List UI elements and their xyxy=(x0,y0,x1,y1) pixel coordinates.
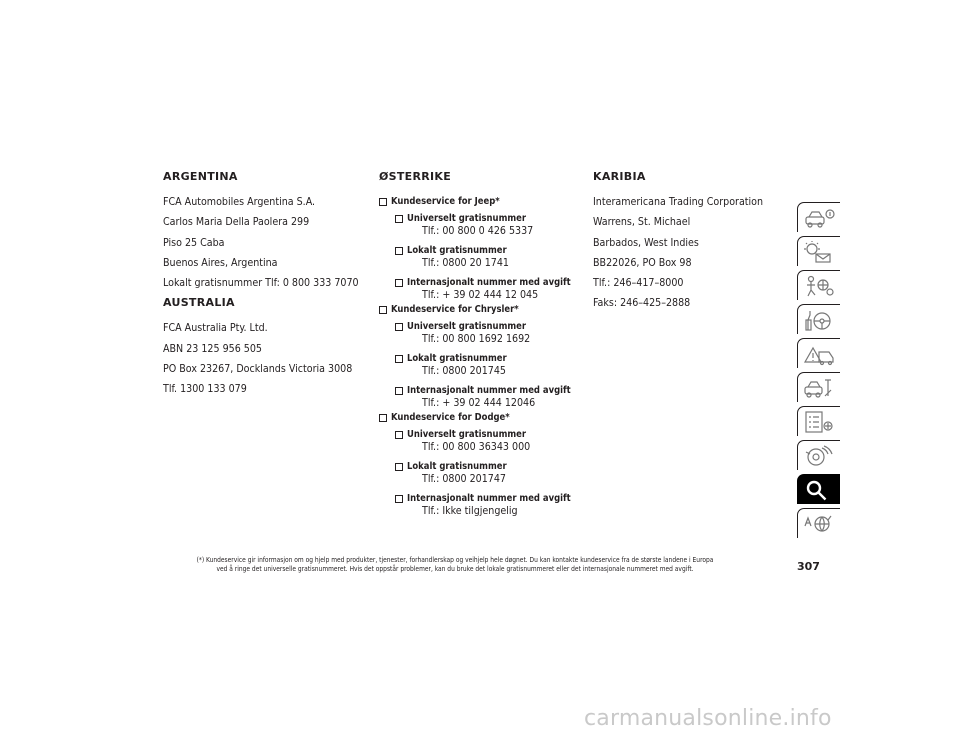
watermark: carmanualsonline.info xyxy=(584,706,832,731)
sub-item xyxy=(395,428,584,518)
address-line: FCA Automobiles Argentina S.A. xyxy=(163,196,316,208)
address-line: Barbados, West Indies xyxy=(593,236,699,249)
service-group-chrysler xyxy=(379,303,584,410)
item-value: Tlf.: 00 800 1692 1692 xyxy=(422,333,531,345)
address-line: Warrens, St. Michael xyxy=(593,216,691,229)
sub-item xyxy=(395,320,584,410)
middle-column xyxy=(379,170,584,524)
item-value: Tlf.: 00 800 0 426 5337 xyxy=(422,225,534,237)
checkbox-bullet-icon xyxy=(395,247,403,255)
emergency-icon xyxy=(802,342,836,366)
item-label: Universelt gratisnummer xyxy=(407,321,527,332)
item-value: Tlf.: 0800 20 1741 xyxy=(422,257,509,269)
service-icon xyxy=(802,376,836,400)
checkbox-bullet-icon xyxy=(379,306,387,314)
footnote-line: ved å ringe det universelle gratisnummeret. Hvis det oppstår problemer, kan du bruke det lokale gratisnummeret eller det internasjonale nummeret med avgift. xyxy=(216,564,694,573)
checkbox-bullet-icon xyxy=(395,279,403,287)
tab-car-info[interactable] xyxy=(797,202,840,232)
address-line: Piso 25 Caba xyxy=(163,236,225,249)
warning-lights-icon xyxy=(802,240,836,264)
item-value: Tlf.: + 39 02 444 12046 xyxy=(422,397,536,409)
fax-line: Faks: 246–425–2888 xyxy=(593,297,691,310)
checkbox-bullet-icon xyxy=(379,198,387,206)
tab-warning-lights[interactable] xyxy=(797,236,840,266)
checkbox-bullet-icon xyxy=(379,414,387,422)
tab-multimedia[interactable] xyxy=(797,440,840,470)
section-heading-argentina: ARGENTINA xyxy=(163,170,238,183)
checkbox-bullet-icon xyxy=(395,495,403,503)
languages-icon xyxy=(802,512,836,536)
car-info-icon xyxy=(802,206,836,230)
footnote-line: (*) Kundeservice gir informasjon om og hjelp med produkter, tjenester, forhandlerskap og veihjelp hele døgnet. Du kan kontakte kundeservice fra de største landene i Europa xyxy=(196,556,714,564)
search-icon xyxy=(802,478,836,502)
group-label: Kundeservice for Dodge* xyxy=(379,411,584,424)
sub-item xyxy=(395,212,584,302)
tab-safety[interactable] xyxy=(797,270,840,300)
multimedia-icon xyxy=(802,444,836,468)
checkbox-bullet-icon xyxy=(395,463,403,471)
tab-driving[interactable] xyxy=(797,304,840,334)
item-label: Universelt gratisnummer xyxy=(407,429,527,440)
page-number: 307 xyxy=(797,560,820,573)
chapter-tabs xyxy=(797,202,840,542)
tab-search[interactable] xyxy=(797,474,840,504)
section-heading-austria: ØSTERRIKE xyxy=(379,170,452,183)
address-line: PO Box 23267, Docklands Victoria 3008 xyxy=(163,363,353,376)
left-column xyxy=(163,170,368,403)
service-group-dodge xyxy=(379,411,584,518)
address-line: ABN 23 125 956 505 xyxy=(163,342,262,355)
phone-line: Tlf. 1300 133 079 xyxy=(163,383,247,396)
item-label: Lokalt gratisnummer xyxy=(407,245,507,256)
phone-line: Tlf.: 246–417–8000 xyxy=(593,277,684,290)
item-label: Lokalt gratisnummer xyxy=(407,353,507,364)
service-group-jeep xyxy=(379,195,584,302)
address-line: Buenos Aires, Argentina xyxy=(163,256,278,269)
checkbox-bullet-icon xyxy=(395,355,403,363)
driving-icon xyxy=(802,308,836,332)
address-line: Interamericana Trading Corporation xyxy=(593,196,764,208)
address-line: BB22026, PO Box 98 xyxy=(593,256,692,269)
tab-emergency[interactable] xyxy=(797,338,840,368)
item-label: Lokalt gratisnummer xyxy=(407,461,507,472)
item-value: Tlf.: 00 800 36343 000 xyxy=(422,441,531,453)
tab-specifications[interactable] xyxy=(797,406,840,436)
address-line: Carlos Maria Della Paolera 299 xyxy=(163,216,310,229)
item-value: Tlf.: 0800 201745 xyxy=(422,365,506,377)
checkbox-bullet-icon xyxy=(395,431,403,439)
item-label: Internasjonalt nummer med avgift xyxy=(407,493,571,504)
group-label: Kundeservice for Chrysler* xyxy=(379,303,584,316)
item-value: Tlf.: Ikke tilgjengelig xyxy=(422,505,518,517)
footnote xyxy=(120,556,790,573)
safety-icon xyxy=(802,274,836,298)
address-line: FCA Australia Pty. Ltd. xyxy=(163,322,268,335)
section-heading-australia: AUSTRALIA xyxy=(163,296,235,310)
phone-line: Lokalt gratisnummer Tlf: 0 800 333 7070 xyxy=(163,277,359,290)
right-column xyxy=(593,170,768,317)
checkbox-bullet-icon xyxy=(395,387,403,395)
section-heading-caribbean: KARIBIA xyxy=(593,170,646,183)
tab-service[interactable] xyxy=(797,372,840,402)
item-label: Internasjonalt nummer med avgift xyxy=(407,277,571,288)
item-label: Internasjonalt nummer med avgift xyxy=(407,385,571,396)
tab-languages[interactable] xyxy=(797,508,840,538)
item-label: Universelt gratisnummer xyxy=(407,213,527,224)
checkbox-bullet-icon xyxy=(395,215,403,223)
checkbox-bullet-icon xyxy=(395,323,403,331)
item-value: Tlf.: 0800 201747 xyxy=(422,473,506,485)
group-label: Kundeservice for Jeep* xyxy=(379,195,584,208)
item-value: Tlf.: + 39 02 444 12 045 xyxy=(422,289,539,301)
specifications-icon xyxy=(802,410,836,434)
